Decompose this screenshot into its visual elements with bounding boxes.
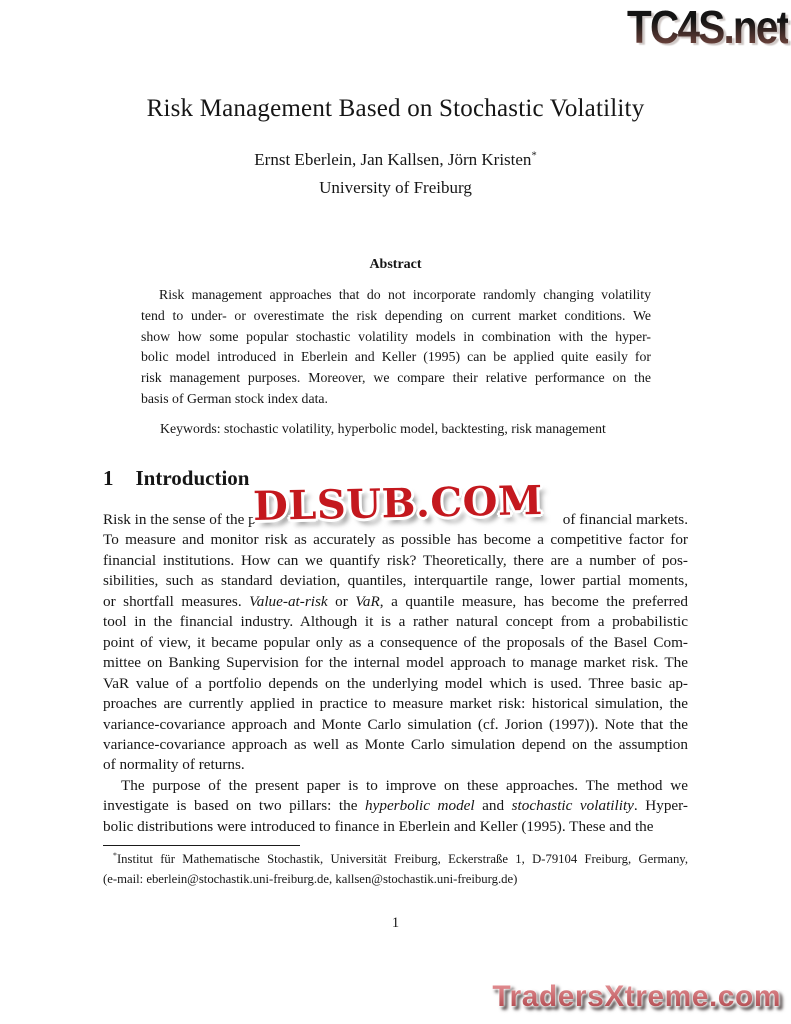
authors-line: [103, 150, 688, 170]
text-line: [103, 612, 688, 632]
text-segment: basis of German stock index data.: [141, 390, 328, 406]
paper-title: Risk Management Based on Stochastic Volatility: [146, 95, 645, 122]
text-line: [103, 776, 688, 796]
text-segment: . Hyper-: [633, 797, 688, 815]
footnote-mark: *: [113, 850, 117, 860]
text-line: [103, 653, 688, 673]
text-segment: VaR value of a portfolio depends on the underlying model which is used. Three basic ap-: [103, 674, 688, 692]
text-line: [103, 755, 688, 775]
text-segment: hyperbolic model: [365, 797, 475, 815]
text-line: [103, 694, 688, 714]
footnote-text: Institut für Mathematische Stochastik, Universität Freiburg, Eckerstraße 1, D-79104 Freiburg, Germany,: [116, 852, 688, 866]
text-segment: sibilities, such as standard deviation, quantiles, interquartile range, lower partial moments,: [103, 572, 688, 590]
section-title: Introduction: [135, 466, 250, 490]
text-segment: point of view, it became popular only as a consequence of the proposals of the Basel Com-: [103, 633, 688, 651]
tradersxtreme-watermark: TradersXtreme.com: [492, 980, 781, 1013]
text-segment: variance-covariance approach and Monte Carlo simulation (cf. Jorion (1997)). Note that the: [103, 715, 688, 733]
text-line: [103, 592, 688, 612]
authors-names: Ernst Eberlein, Jan Kallsen, Jörn Kristen: [254, 150, 532, 169]
footnote-line: (e-mail: eberlein@stochastik.uni-freiburg.de, kallsen@stochastik.uni-freiburg.de): [103, 872, 518, 886]
section-heading: [103, 466, 249, 491]
text-segment: The purpose of the present paper is to improve on these approaches. The method we: [121, 776, 688, 794]
text-segment: variance-covariance approach as well as Monte Carlo simulation depend on the assumption: [103, 735, 688, 753]
text-line: [141, 306, 651, 327]
text-line: [103, 571, 688, 591]
text-line: [141, 285, 651, 306]
text-line: [103, 530, 688, 550]
text-segment: stochastic volatility: [511, 797, 634, 815]
body-text: [103, 510, 688, 837]
page-number: 1: [391, 915, 400, 931]
text-line: [103, 817, 688, 837]
text-line: [141, 368, 651, 389]
text-line: [103, 796, 688, 816]
text-segment: tool in the financial industry. Although it is a rather natural concept from a probabilistic: [103, 613, 688, 631]
text-line: [103, 633, 688, 653]
text-line: [103, 735, 688, 755]
text-segment: of financial markets.: [562, 511, 688, 528]
text-segment: bolic distributions were introduced to finance in Eberlein and Keller (1995). These and the: [103, 817, 654, 835]
dlsub-stamp: DLSUB.COM: [252, 476, 544, 531]
paragraph-2: [103, 776, 688, 837]
text-segment: tend to under- or overestimate the risk depending on current market conditions. We: [141, 307, 651, 323]
text-segment: Risk management approaches that do not incorporate randomly changing volatility: [159, 287, 651, 302]
text-segment: and: [474, 797, 512, 815]
text-segment: To measure and monitor risk as accurately as possible has become a competitive factor for: [103, 531, 688, 549]
text-segment: Value-at-risk: [249, 592, 328, 610]
text-segment: Risk in the sense of the p: [103, 511, 256, 528]
tc4s-watermark: TC4S.net: [626, 1, 788, 53]
footnote-line: [103, 849, 688, 869]
text-segment: , a quantile measure, has become the preferred: [379, 592, 688, 610]
text-segment: VaR: [355, 592, 380, 610]
text-segment: proaches are currently applied in practice to measure market risk: historical simulation, the: [103, 695, 688, 713]
text-segment: or shortfall measures.: [103, 592, 250, 610]
text-line: [103, 674, 688, 694]
paragraph-1: [103, 530, 688, 775]
text-segment: investigate is based on two pillars: the: [103, 797, 366, 815]
text-segment: bolic model introduced in Eberlein and Keller (1995) can be applied quite easily for: [141, 349, 651, 365]
text-segment: of normality of returns.: [103, 756, 245, 774]
text-segment: or: [327, 592, 356, 610]
text-segment: financial institutions. How can we quantify risk? Theoretically, there are a number of pos-: [103, 551, 688, 569]
footnote: [103, 849, 688, 889]
text-segment: mittee on Banking Supervision for the internal model approach to manage market risk. The: [103, 654, 688, 672]
text-segment: risk management purposes. Moreover, we compare their relative performance on the: [141, 370, 651, 386]
section-number: 1: [103, 466, 114, 490]
affiliation: University of Freiburg: [319, 178, 472, 197]
text-line: [103, 715, 688, 735]
text-line: [103, 551, 688, 571]
author-footnote-mark: *: [531, 150, 537, 162]
abstract-text: [141, 285, 651, 410]
abstract-heading: Abstract: [369, 257, 422, 272]
text-line: [141, 389, 651, 410]
text-line: [141, 327, 651, 348]
keywords-line: Keywords: stochastic volatility, hyperbolic model, backtesting, risk management: [160, 421, 606, 436]
text-line: [141, 347, 651, 368]
footnote-rule: [103, 845, 300, 846]
text-segment: show how some popular stochastic volatility models in combination with the hyper-: [141, 328, 651, 344]
